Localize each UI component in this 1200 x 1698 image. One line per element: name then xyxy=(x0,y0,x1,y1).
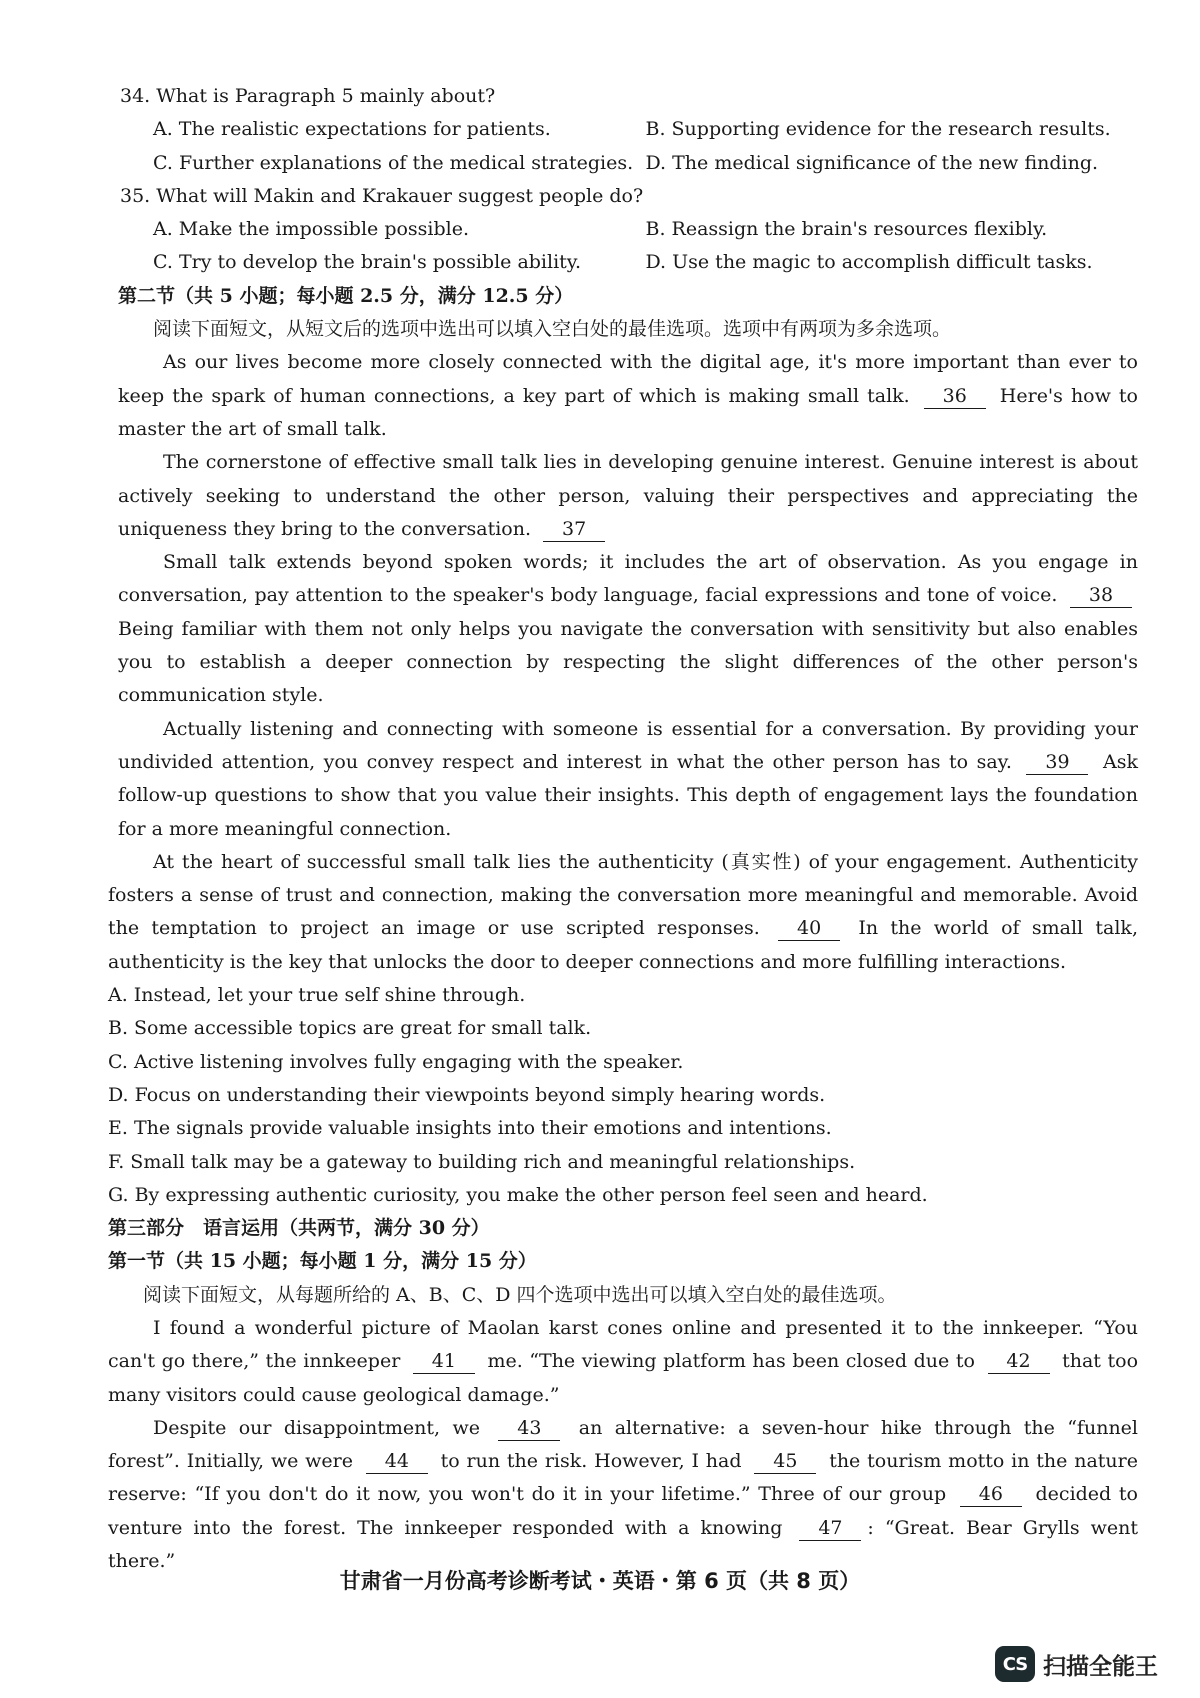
option-b: B. Supporting evidence for the research results. xyxy=(645,118,1111,141)
choice-f: F. Small talk may be a gateway to building rich and meaningful relationships. xyxy=(108,1150,856,1173)
blank-44: 44 xyxy=(366,1449,428,1474)
option-c: C. Try to develop the brain's possible ability. xyxy=(153,251,582,274)
answer-choices xyxy=(98,979,1138,1212)
scanner-watermark xyxy=(995,1646,1158,1682)
choice-b: B. Some accessible topics are great for small talk. xyxy=(108,1017,592,1040)
part-3-section-1-heading: 第一节（共 15 小题；每小题 1 分，满分 15 分） xyxy=(108,1250,537,1273)
question-34-options xyxy=(98,113,1138,180)
passage-paragraph-5: At the heart of successful small talk lies the authenticity (真实性) of your engagement. Authenticity fosters a sense of trust and connection, making the conversation more meaningful and memorable. Avoid the temptation to project an image or use scripted responses. 40 In the world of small talk, authenticity is the key that unlocks the door to deeper connections and more fulfilling interactions. xyxy=(108,850,1138,973)
part-3-heading: 第三部分 语言运用（共两节，满分 30 分） xyxy=(108,1217,490,1240)
blank-37: 37 xyxy=(543,517,605,542)
option-c: C. Further explanations of the medical strategies. xyxy=(153,151,634,174)
camscanner-logo-icon: CS xyxy=(995,1646,1035,1682)
question-35-options xyxy=(98,213,1138,280)
blank-42: 42 xyxy=(988,1349,1050,1374)
option-d: D. The medical significance of the new finding. xyxy=(645,151,1099,174)
option-b: B. Reassign the brain's resources flexibly. xyxy=(645,218,1048,241)
option-a: A. Make the impossible possible. xyxy=(153,218,470,241)
blank-41: 41 xyxy=(413,1349,475,1374)
cloze-paragraph-1: I found a wonderful picture of Maolan karst cones online and presented it to the innkeeper. “You can't go there,” the innkeeper 41 me. “The viewing platform has been closed due to 42 that too many visitors could cause geological damage.” xyxy=(108,1316,1139,1406)
blank-45: 45 xyxy=(754,1449,816,1474)
page-footer: 甘肃省一月份高考诊断考试・英语・第 6 页（共 8 页） xyxy=(339,1569,861,1593)
question-34-stem: 34. What is Paragraph 5 mainly about? xyxy=(120,85,496,107)
watermark-text: 扫描全能王 xyxy=(1043,1653,1158,1680)
passage-paragraph-1: As our lives become more closely connected with the digital age, it's more important than ever to keep the spark of human connections, a key part of which is making small talk. 36 Here's how to master the art of small talk. xyxy=(118,351,1138,440)
blank-47: 47 xyxy=(799,1516,861,1541)
passage-paragraph-2: The cornerstone of effective small talk lies in developing genuine interest. Genuine interest is about actively seeking to understand the other person, valuing their perspectives and appreciating the uniqueness they bring to the conversation. 37 xyxy=(118,451,1138,540)
section-2-heading: 第二节（共 5 小题；每小题 2.5 分，满分 12.5 分） xyxy=(118,284,574,307)
blank-36: 36 xyxy=(924,384,986,409)
blank-46: 46 xyxy=(960,1482,1022,1507)
option-a: A. The realistic expectations for patients. xyxy=(153,118,551,141)
option-d: D. Use the magic to accomplish difficult tasks. xyxy=(645,251,1093,274)
blank-43: 43 xyxy=(498,1416,560,1441)
blank-40: 40 xyxy=(778,916,840,941)
blank-39: 39 xyxy=(1026,750,1088,775)
exam-page xyxy=(98,80,1138,1578)
question-35-stem: 35. What will Makin and Krakauer suggest people do? xyxy=(120,184,644,207)
choice-c: C. Active listening involves fully engaging with the speaker. xyxy=(108,1050,684,1073)
passage-paragraph-4: Actually listening and connecting with someone is essential for a conversation. By providing your undivided attention, you convey respect and interest in what the other person has to say. 39 Ask follow-up questions to show that you value their insights. This depth of engagement lays the foundation for a more meaningful connection. xyxy=(118,717,1138,840)
section-2-instruction: 阅读下面短文，从短文后的选项中选出可以填入空白处的最佳选项。选项中有两项为多余选项。 xyxy=(153,318,952,341)
cloze-paragraph-2: Despite our disappointment, we 43 an alternative: a seven-hour hike through the “funnel forest”. Initially, we were 44 to run the risk. However, I had 45 the tourism motto in the nature reserve: “If you don't do it now, you won't do it in your lifetime.” Three of our group 46 decided to venture into the forest. The innkeeper responded with a knowing 47 : “Great. Bear Grylls went there.” xyxy=(108,1416,1138,1573)
choice-g: G. By expressing authentic curiosity, you make the other person feel seen and heard. xyxy=(108,1183,928,1206)
passage-paragraph-3: Small talk extends beyond spoken words; it includes the art of observation. As you engage in conversation, pay attention to the speaker's body language, facial expressions and tone of voice. 38 Being familiar with them not only helps you navigate the conversation with sensitivity but also enables you to establish a deeper connection by respecting the slight differences of the other person's communication style. xyxy=(118,551,1138,707)
choice-d: D. Focus on understanding their viewpoints beyond simply hearing words. xyxy=(108,1083,826,1106)
choice-e: E. The signals provide valuable insights into their emotions and intentions. xyxy=(108,1117,832,1140)
blank-38: 38 xyxy=(1070,583,1132,608)
choice-a: A. Instead, let your true self shine through. xyxy=(108,984,526,1007)
part-3-instruction: 阅读下面短文，从每题所给的 A、B、C、D 四个选项中选出可以填入空白处的最佳选项。 xyxy=(143,1283,897,1306)
